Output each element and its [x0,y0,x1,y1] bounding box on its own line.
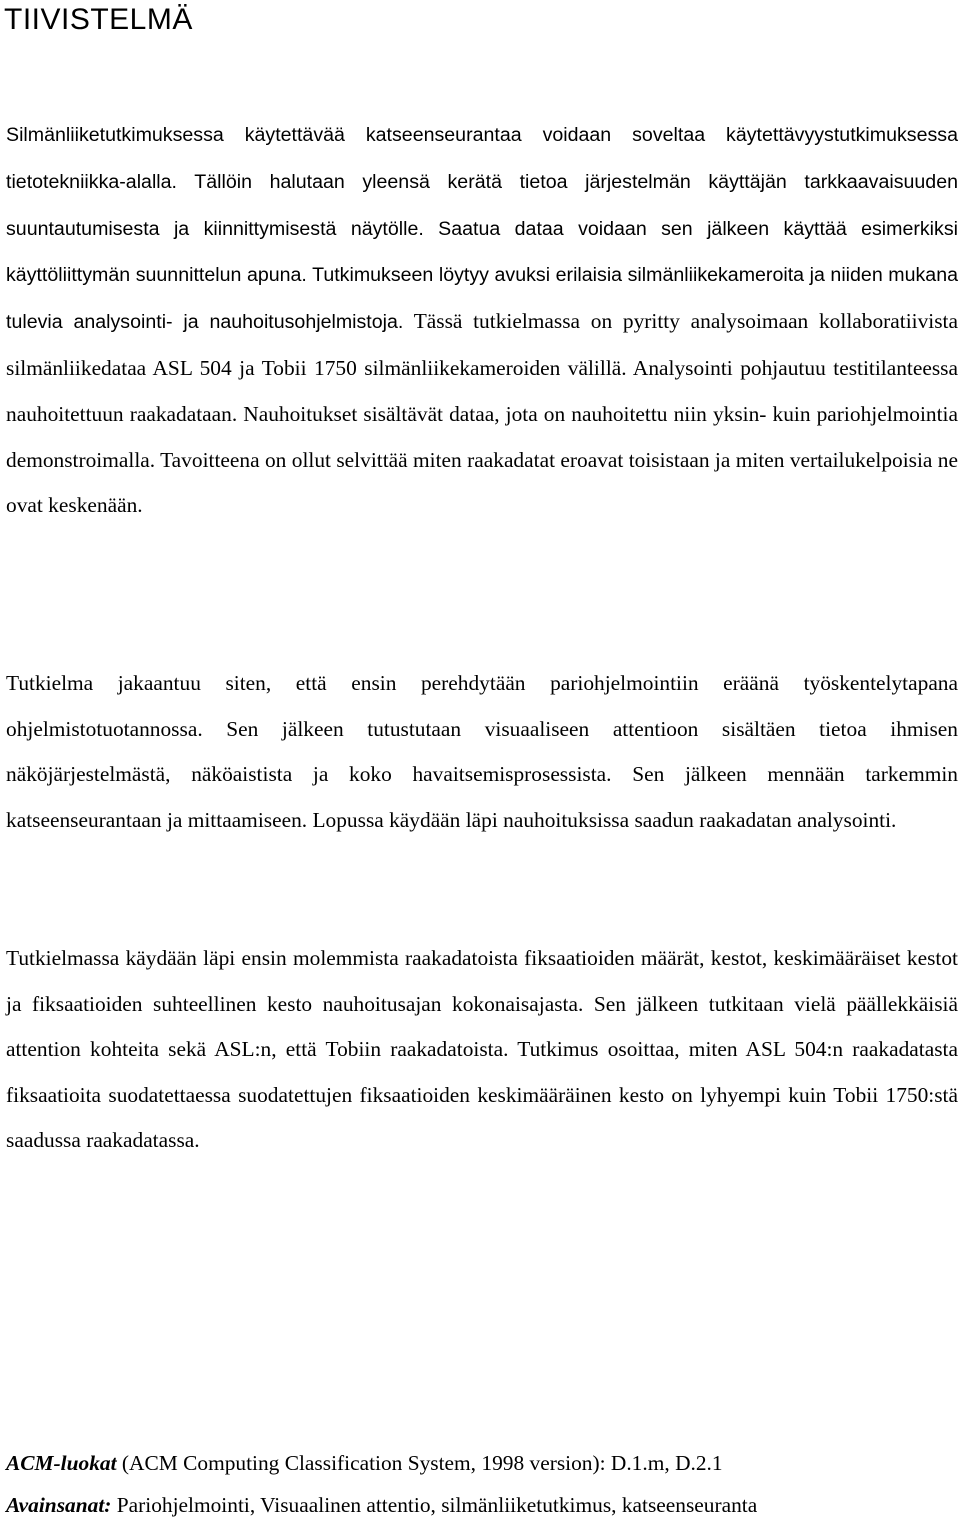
abstract-paragraph-3: Tutkielmassa käydään läpi ensin molemmista raakadatoista fiksaatioiden määrät, kestot, keskimääräiset kestot ja fiksaatioiden suhteellinen kesto nauhoitusajan kokonaisajasta. Sen jälkeen tutkitaan vielä päällekkäisiä attention kohteita sekä ASL:n, että Tobiin raakadatoista. Tutkimus osoittaa, miten ASL 504:n raakadatasta fiksaatioita suodatettaessa suodatettujen fiksaatioiden keskimääräinen kesto on lyhyempi kuin Tobii 1750:stä saadussa raakadatassa. [6,946,958,1153]
acm-classification [6,1448,958,1478]
abstract-paragraph-1-sans-part: Silmänliiketutkimuksessa käytettävää katseenseurantaa voidaan soveltaa käytettävyystutkimuksessa tietotekniikka-alalla. Tällöin halutaan yleensä kerätä tietoa järjestelmän käyttäjän tarkkaavaisuuden suuntautumisesta ja kiinnittymisestä näytölle. Saatua dataa voidaan sen jälkeen käyttää esimerkiksi käyttöliittymän suunnittelun apuna. Tutkimukseen löytyy avuksi erilaisia silmänliikekameroita ja niiden mukana tulevia analysointi- ja nauhoitusohjelmistoja. [6,124,958,334]
keywords [6,1490,958,1520]
keywords-label: Avainsanat: [6,1493,112,1517]
abstract-paragraph-1-serif-part: Tässä tutkielmassa on pyritty analysoimaan kollaboratiivista silmänliikedataa ASL 504 ja Tobii 1750 silmänliikekameroiden välillä. Analysointi pohjautuu testitilanteessa nauhoitettuun raakadataan. Nauhoitukset sisältävät dataa, jota on nauhoitettu niin yksin- kuin pariohjelmointia demonstroimalla. Tavoitteena on ollut selvittää miten raakadatat eroavat toisistaan ja miten vertailukelpoisia ne ovat keskenään. [6,309,958,518]
keywords-value: Pariohjelmointi, Visuaalinen attentio, silmänliiketutkimus, katseenseuranta [111,1493,758,1517]
acm-value: (ACM Computing Classification System, 1998 version): D.1.m, D.2.1 [116,1451,723,1475]
abstract-paragraph-1 [6,112,958,529]
abstract-paragraph-2: Tutkielma jakaantuu siten, että ensin perehdytään pariohjelmointiin eräänä työskentelytapana ohjelmistotuotannossa. Sen jälkeen tutustutaan visuaaliseen attentioon sisältäen tietoa ihmisen näköjärjestelmästä, näköaistista ja koko havaitsemisprosessista. Sen jälkeen mennään tarkemmin katseenseurantaan ja mittaamiseen. Lopussa käydään läpi nauhoituksissa saadun raakadatan analysointi. [6,671,958,832]
page-title: TIIVISTELMÄ [4,3,193,36]
acm-label: ACM-luokat [6,1451,117,1475]
